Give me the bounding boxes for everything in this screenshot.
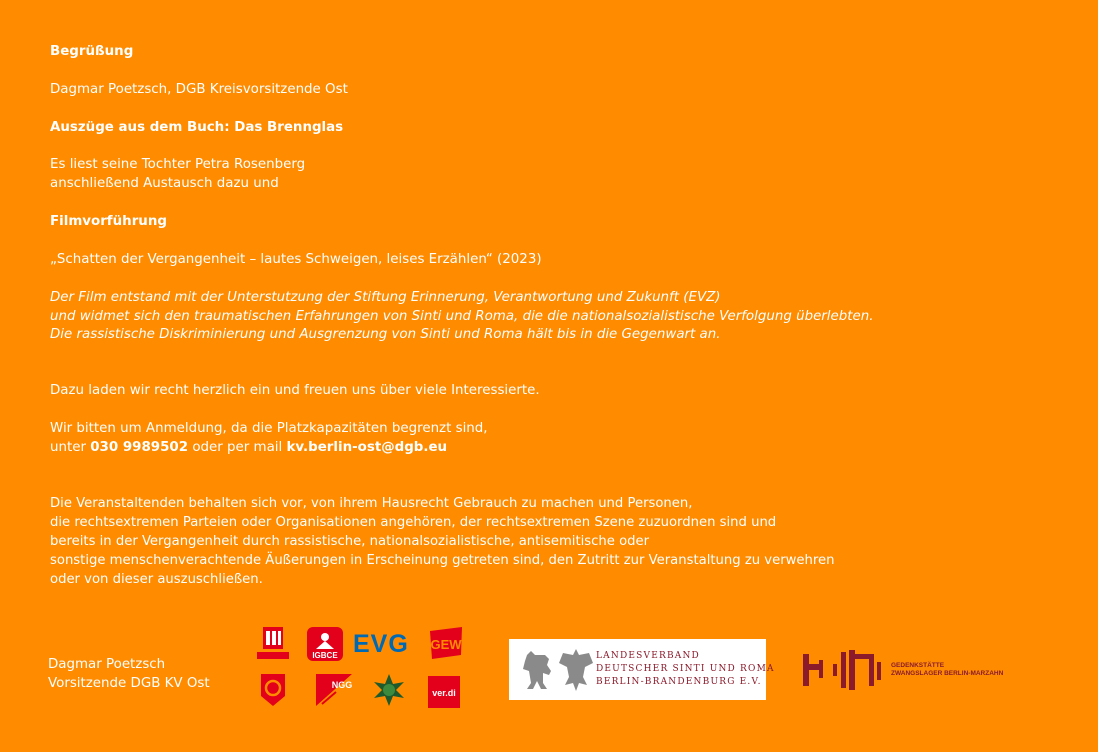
reading-line-2: anschließend Austausch dazu und — [50, 176, 279, 191]
gedenkstaette-logo — [803, 650, 1013, 690]
gew-label: GEW — [430, 637, 462, 652]
disclaimer-line-2: die rechtsextremen Parteien oder Organisationen angehören, der rechtsextremen Szene zuzuordnen sind und — [50, 515, 777, 530]
film-desc-line-1: Der Film entstand mit der Unterstutzung der Stiftung Erinnerung, Verantwortung und Zukunft (EVZ) — [50, 290, 721, 305]
greeting-heading: Begrüßung — [50, 44, 134, 59]
gew-logo — [428, 627, 464, 659]
invite-text: Dazu laden wir recht herzlich ein und freuen uns über viele Interessierte. — [50, 383, 540, 398]
ngg-label: NGG — [331, 680, 352, 690]
landesverband-logo — [509, 639, 775, 700]
bear-icon — [519, 649, 557, 691]
disclaimer-line-5: oder von dieser auszuschließen. — [50, 572, 263, 587]
register-line-1: Wir bitten um Anmeldung, da die Platzkapazitäten begrenzt sind, — [50, 421, 488, 436]
landesverband-line-3: BERLIN-BRANDENBURG E.V. — [596, 677, 762, 687]
verdi-label: ver.di — [432, 688, 456, 698]
film-heading: Filmvorführung — [50, 214, 167, 229]
signature-role: Vorsitzende DGB KV Ost — [48, 676, 210, 691]
register-line-2 — [50, 438, 447, 457]
gedenkstaette-line-1: GEDENKSTÄTTE — [891, 662, 945, 669]
signature-name: Dagmar Poetzsch — [48, 657, 166, 672]
evg-logo — [353, 630, 415, 656]
phone-number[interactable]: 030 9989502 — [90, 440, 189, 455]
register-prefix: unter — [50, 440, 91, 455]
verdi-logo — [428, 676, 460, 708]
evg-label: EVG — [353, 630, 409, 656]
gedenkstaette-bars-icon — [803, 650, 885, 690]
eagle-icon — [559, 647, 593, 693]
film-title: „Schatten der Vergangenheit – lautes Schweigen, leises Erzählen“ (2023) — [50, 252, 542, 267]
film-desc-line-2: und widmet sich den traumatischen Erfahrungen von Sinti und Roma, die die nationalsozialistische Verfolgung überlebten. — [50, 309, 874, 324]
landesverband-line-2: DEUTSCHER SINTI UND ROMA — [596, 664, 775, 674]
disclaimer-line-3: bereits in der Vergangenheit durch rassistische, nationalsozialistische, antisemitische oder — [50, 534, 650, 549]
film-desc-line-3: Die rassistische Diskriminierung und Ausgrenzung von Sinti und Roma hält bis in die Gegenwart an. — [50, 327, 721, 342]
igbce-label: IGBCE — [312, 651, 338, 660]
disclaimer-line-4: sonstige menschenverachtende Äußerungen in Erscheinung getreten sind, den Zutritt zur Veranstaltung zu verwehren — [50, 553, 835, 568]
ngg-logo — [316, 674, 352, 706]
landesverband-line-1: LANDESVERBAND — [596, 651, 700, 661]
gdp-logo — [372, 674, 406, 706]
email-link[interactable]: kv.berlin-ost@dgb.eu — [286, 440, 448, 455]
gedenkstaette-line-2: ZWANGSLAGER BERLIN-MARZAHN — [891, 670, 1004, 677]
disclaimer-line-1: Die Veranstaltenden behalten sich vor, von ihrem Hausrecht Gebrauch zu machen und Personen, — [50, 496, 693, 511]
igbce-logo — [307, 627, 343, 661]
ig-metall-logo — [258, 674, 288, 706]
ig-bau-logo — [257, 625, 289, 661]
reading-line-1: Es liest seine Tochter Petra Rosenberg — [50, 157, 306, 172]
greeting-speaker: Dagmar Poetzsch, DGB Kreisvorsitzende Ost — [50, 82, 348, 97]
reading-heading: Auszüge aus dem Buch: Das Brennglas — [50, 120, 344, 135]
register-mid: oder per mail — [188, 440, 287, 455]
